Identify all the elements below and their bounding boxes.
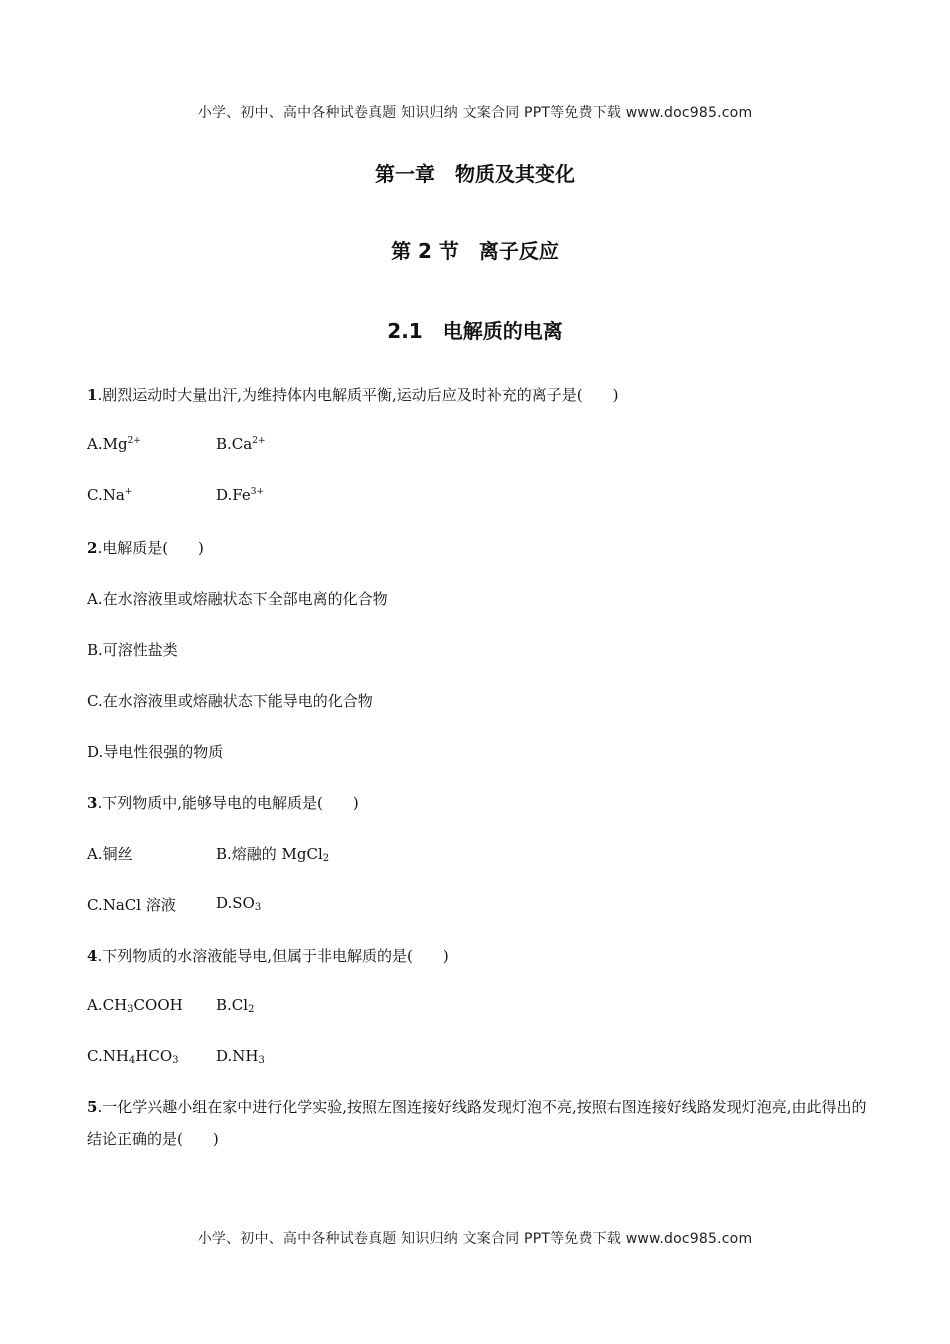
formula-subscript: 3 <box>127 1004 134 1015</box>
question-3-option-a: A.铜丝 <box>87 845 133 863</box>
question-number: 5 <box>87 1098 98 1116</box>
option-text: D.SO <box>216 894 255 912</box>
formula-subscript: 3 <box>172 1055 179 1066</box>
question-3-option-d <box>216 894 261 913</box>
question-2-stem <box>87 537 204 558</box>
question-text: .剧烈运动时大量出汗,为维持体内电解质平衡,运动后应及时补充的离子是( ) <box>97 386 619 404</box>
question-3-option-c: C.NaCl 溶液 <box>87 896 176 914</box>
option-text: B.Cl <box>216 996 249 1014</box>
question-number: 2 <box>87 539 98 557</box>
question-5-stem <box>87 1091 867 1155</box>
question-4-option-b <box>216 996 254 1015</box>
question-1-option-a <box>87 435 141 453</box>
formula-subscript: 3 <box>258 1055 265 1066</box>
formula-subscript: 3 <box>254 902 262 913</box>
question-2-option-d: D.导电性很强的物质 <box>87 743 224 761</box>
header-banner: 小学、初中、高中各种试卷真题 知识归纳 文案合同 PPT等免费下载 www.doc985.com <box>197 105 753 121</box>
option-text: C.Na <box>87 486 125 504</box>
question-text: .电解质是( ) <box>97 539 204 557</box>
option-text: D.Fe <box>216 486 251 504</box>
question-2-option-b: B.可溶性盐类 <box>87 641 178 659</box>
charge-superscript: 2+ <box>127 436 141 446</box>
option-text: B.Ca <box>216 435 253 453</box>
question-2-option-c: C.在水溶液里或熔融状态下能导电的化合物 <box>87 692 373 710</box>
question-4-option-d <box>216 1047 265 1066</box>
subsection-title: 2.1 电解质的电离 <box>387 319 563 343</box>
question-4-option-a <box>87 996 183 1015</box>
option-text: D.NH <box>216 1047 259 1065</box>
charge-superscript: 2+ <box>252 436 266 446</box>
chapter-title: 第一章 物质及其变化 <box>375 162 575 186</box>
formula-subscript: 4 <box>128 1055 136 1066</box>
question-1-option-b <box>216 435 266 453</box>
option-text: A.CH <box>87 996 128 1014</box>
question-1-option-c <box>87 486 132 504</box>
question-text: .一化学兴趣小组在家中进行化学实验,按照左图连接好线路发现灯泡不亮,按照右图连接好线路发现灯泡亮,由此得出的结论正确的是( ) <box>87 1098 867 1148</box>
question-2-option-a: A.在水溶液里或熔融状态下全部电离的化合物 <box>87 590 388 608</box>
option-text: A.Mg <box>87 435 128 453</box>
question-number: 3 <box>87 794 98 812</box>
option-text: B.熔融的 MgCl <box>216 845 323 863</box>
question-3-stem <box>87 792 359 813</box>
question-1-stem <box>87 384 618 405</box>
option-text: C.NH <box>87 1047 129 1065</box>
option-text: COOH <box>133 996 183 1014</box>
question-4-option-c <box>87 1047 179 1066</box>
question-text: .下列物质的水溶液能导电,但属于非电解质的是( ) <box>97 947 449 965</box>
question-4-stem <box>87 945 449 966</box>
section-title: 第 2 节 离子反应 <box>391 239 559 263</box>
question-3-option-b <box>216 843 329 864</box>
formula-subscript: 2 <box>322 853 330 864</box>
question-text: .下列物质中,能够导电的电解质是( ) <box>97 794 359 812</box>
question-number: 1 <box>87 386 98 404</box>
formula-subscript: 2 <box>248 1004 255 1015</box>
option-text: HCO <box>135 1047 173 1065</box>
question-number: 4 <box>87 947 98 965</box>
charge-superscript: 3+ <box>250 487 265 497</box>
question-1-option-d <box>216 486 264 504</box>
footer-banner: 小学、初中、高中各种试卷真题 知识归纳 文案合同 PPT等免费下载 www.doc985.com <box>197 1231 753 1247</box>
charge-superscript: + <box>124 487 133 497</box>
